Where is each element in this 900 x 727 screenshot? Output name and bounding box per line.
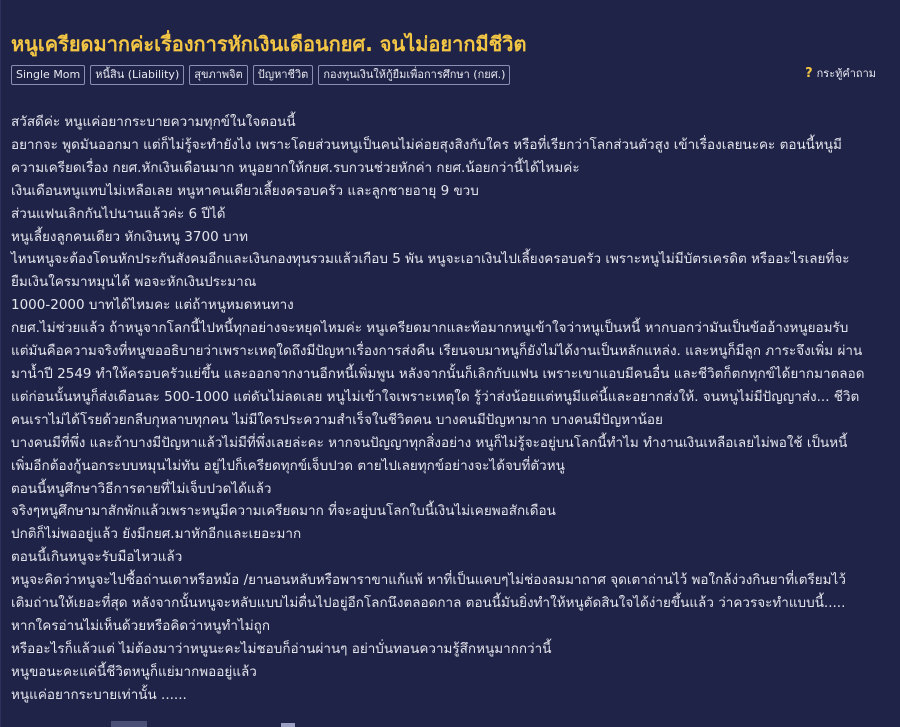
body-line: ตอนนี้หนูศึกษาวิธีการตายที่ไม่เจ็บปวดได้แล้ว — [11, 480, 272, 497]
tag-liability[interactable]: หนี้สิน (Liability) — [90, 65, 184, 85]
emotion-icon[interactable] — [281, 723, 295, 727]
topic-body — [11, 111, 881, 707]
body-line: แต่ก่อนนั้นหนูก็ส่งเดือนละ 500-1000 แต่ดันไม่ลดเลย หนูไม่เข้าใจเพราะเหตุใด รู้ว่าส่งน้อยแต่หนูมีแค่นี้และอยากส่งให้. จนหนูไม่มีปัญญาส่ง... ชีวิต — [11, 388, 860, 405]
body-line: จริงๆหนูศึกษามาสักพักแล้วเพราะหนูมีความเครียดมาก ที่จะอยู่บนโลกใบนี้เงินไม่เคยพอสักเดือน — [11, 503, 556, 520]
tag-list — [11, 65, 510, 85]
body-line: หนูขอนะคะแค่นี้ชีวิตหนูก็แย่มากพออยู่แล้ว — [11, 663, 257, 680]
body-line: 1000-2000 บาทได้ไหมคะ แต่ถ้าหนูหมดหนทาง — [11, 297, 294, 314]
topic-title: หนูเครียดมากค่ะเรื่องการหักเงินเดือนกยศ. จนไม่อยากมีชีวิต — [11, 32, 527, 56]
question-topic-link[interactable] — [805, 64, 876, 82]
question-mark-icon: ? — [805, 65, 813, 81]
body-line: เติมถ่านให้เยอะที่สุด หลังจากนั้นหนูจะหลับแบบไม่ตื่นไปอยู่อีกโลกนึงตลอดกาล ตอนนี้มันยิ่งทำให้หนูตัดสินใจได้ง่ายขึ้นแล้ว ว่าควรจะทำแบบนี้..... — [11, 595, 846, 612]
body-line: ส่วนแฟนเลิกกันไปนานแล้วค่ะ 6 ปีได้ — [11, 205, 226, 222]
body-line: สวัสดีค่ะ หนูแค่อยากระบายความทุกข์ในใจตอนนี้ — [11, 114, 296, 130]
body-line: อยากจะ พูดมันออกมา แต่ก็ไม่รู้จะทำยังไง เพราะโดยส่วนหนูเป็นคนไม่ค่อยสุงสิงกับใคร หรือที่เรียกว่าโลกส่วนตัวสูง เข้าเรื่องเลยนะคะ ตอนนี้หนูมี — [11, 136, 842, 153]
body-line: หนูแค่อยากระบายเท่านั้น ...... — [11, 686, 187, 703]
tag-life-problems[interactable]: ปัญหาชีวิต — [253, 65, 314, 85]
body-line: บางคนมีที่พึ่ง และถ้าบางมีปัญหาแล้วไม่มีที่พึ่งเลยล่ะคะ หากจนปัญญาทุกสิ่งอย่าง หนูก็ไม่รู้จะอยู่บนโลกนี้ทำไม ทำงานเงินเหลือเลยไม่พอใช้ เป็นหนี้ — [11, 434, 848, 451]
body-line: เพิ่มอีกต้องกู้นอกระบบหมุนไม่ทัน อยู่ไปก็เครียดทุกข์เจ็บปวด ตายไปเลยทุกข์อย่างจะได้จบที่ตัวหนู — [11, 457, 565, 474]
body-line: มาน้ำปี 2549 ทำให้ครอบครัวแย่ขึ้น และออกจากงานอีกหนี้เพิ่มพูน หลังจากนั้นก็เลิกกับแฟน เพราะเขาแอบมีคนอื่น และชีวิตก็ตกทุกข์ได้ยากมาตลอด — [11, 365, 865, 382]
body-line: เงินเดือนหนูแทบไม่เหลือเลย หนูหาคนเดียวเลี้ยงครอบครัว และลูกชายอายุ 9 ขวบ — [11, 182, 479, 199]
body-line: แต่มันคือความจริงที่หนูขออธิบายว่าเพราะเหตุใดถึงมีปัญหาเรื่องการส่งคืน เรียนจบมาหนูก็ยังไม่ได้งานเป็นหลักแหล่ง. และหนูก็มีลูก ภาระจึงเพิ่ม ผ่าน — [11, 343, 863, 360]
vote-button[interactable] — [111, 721, 147, 727]
body-line: ไหนหนูจะต้องโดนหักประกันสังคมอีกและเงินกองทุนรวมแล้วเกือบ 5 พัน หนูจะเอาเงินไปเลี้ยงครอบครัว เพราะหนูไม่มีบัตรเครดิต หรืออะไรเลยที่จะ — [11, 251, 850, 268]
bottom-action-bar — [11, 721, 891, 727]
body-line: กยศ.ไม่ช่วยแล้ว ถ้าหนูจากโลกนี้ไปหนี้ทุกอย่างจะหยุดไหมค่ะ หนูเครียดมากและท้อมากหนูเข้าใจว่าหนูเป็นหนี้ หากบอกว่ามันเป็นข้ออ้างหนูยอมรับ — [11, 320, 849, 337]
body-line: ตอนนี้เกินหนูจะรับมือไหวแล้ว — [11, 549, 183, 566]
tag-single-mom[interactable]: Single Mom — [11, 65, 85, 85]
tag-student-loan-fund[interactable]: กองทุนเงินให้กู้ยืมเพื่อการศึกษา (กยศ.) — [318, 65, 510, 85]
body-line: ความเครียดเรื่อง กยศ.หักเงินเดือนมาก หนูอยากให้กยศ.รบกวนช่วยหักค่า กยศ.น้อยกว่านี้ได้ไหมค่ะ — [11, 159, 580, 176]
question-topic-label: กระทู้คำถาม — [816, 67, 876, 80]
body-line: หนูจะคิดว่าหนูจะไปซื้อถ่านเตาหรือหม้อ /ยานอนหลับหรือพาราขาแก้แพ้ หาที่เป็นแคบๆไม่ช่องลมมาถาศ จุดเตาถ่านไว้ พอใกล้ง่วงกินยาที่เตรียมไว้ — [11, 572, 846, 589]
tag-mental-health[interactable]: สุขภาพจิต — [189, 65, 248, 85]
body-line: คนเราไม่ได้โรยด้วยกลีบกุหลาบทุกคน ไม่มีใครประความสำเร็จในชีวิตคน บางคนมีปัญหามาก บางคนมีปัญหาน้อย — [11, 411, 663, 428]
body-line: หนูเลี้ยงลูกคนเดียว หักเงินหนู 3700 บาท — [11, 228, 249, 245]
body-line: ยืมเงินใครมาหมุนได้ พอจะหักเงินประมาณ — [11, 274, 257, 291]
body-line: ปกติก็ไม่พออยู่แล้ว ยังมีกยศ.มาหักอีกและเยอะมาก — [11, 526, 302, 543]
body-line: หรืออะไรก็แล้วแต่ ไม่ต้องมาว่าหนูนะคะไม่ชอบก็อ่านผ่านๆ อย่าบั่นทอนความรู้สึกหนูมากกว่านี้ — [11, 640, 552, 657]
body-line: หากใครอ่านไม่เห็นด้วยหรือคิดว่าหนูทำไม่ถูก — [11, 617, 270, 634]
